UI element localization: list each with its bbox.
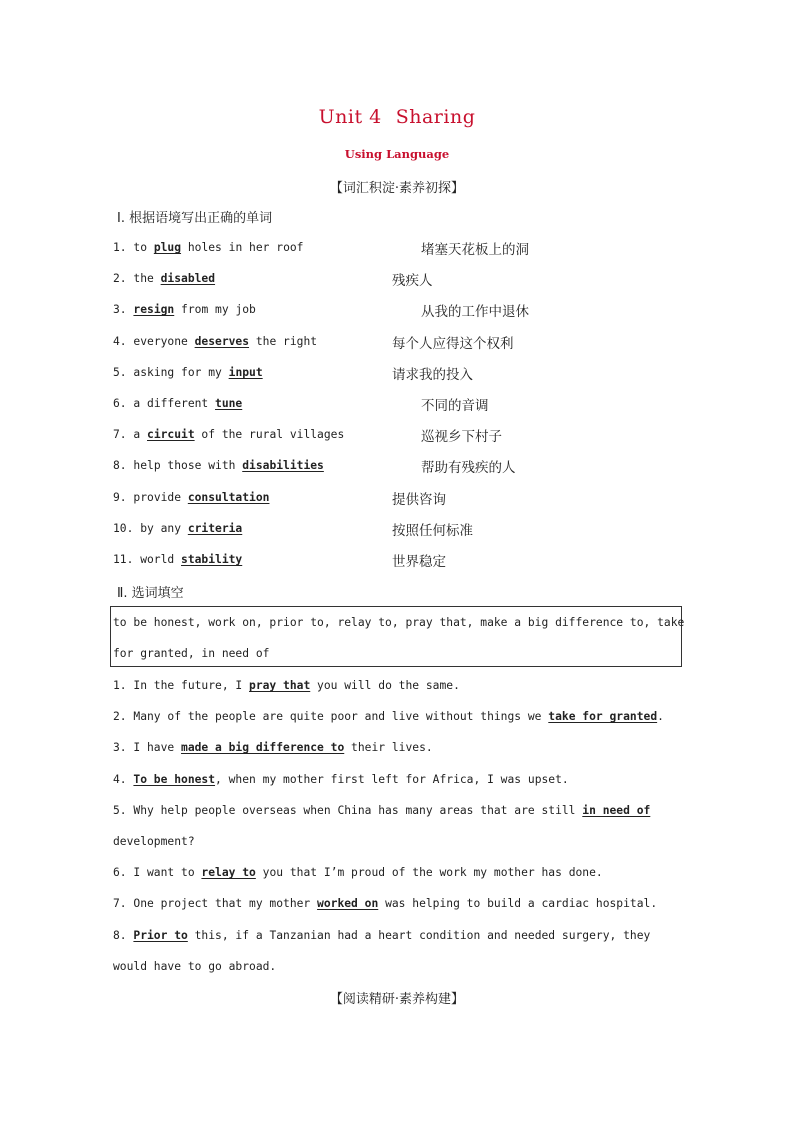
vocab-item-3: 3. resign from my job <box>113 303 256 316</box>
answer: take for granted <box>548 710 658 723</box>
fill-item-8: 8. Prior to this, if a Tanzanian had a heart condition and needed surgery, they <box>113 929 651 942</box>
fill-item-5: 5. Why help people overseas when China has many areas that are still in need of <box>113 804 651 817</box>
answer: tune <box>215 397 243 410</box>
fill-item-2: 2. Many of the people are quite poor and live without things we take for granted. <box>113 710 664 723</box>
vocab-item-1: 1. to plug holes in her roof <box>113 241 304 254</box>
answer: resign <box>133 303 175 316</box>
answer: To be honest <box>133 773 216 786</box>
section-banner-vocabulary: 【词汇积淀·素养初探】 <box>329 181 465 196</box>
answer: relay to <box>201 866 256 879</box>
vocab-item-5: 5. asking for my input <box>113 366 263 379</box>
vocab-item-4: 4. everyone deserves the right <box>113 335 318 348</box>
answer: in need of <box>582 804 651 817</box>
answer: pray that <box>249 679 311 692</box>
page-subtitle: Using Language <box>344 147 450 161</box>
vocab-item-7: 7. a circuit of the rural villages <box>113 428 345 441</box>
answer: Prior to <box>133 929 188 942</box>
answer: made a big difference to <box>181 741 345 754</box>
answer: worked on <box>317 897 379 910</box>
section1-heading: Ⅰ. 根据语境写出正确的单词 <box>117 211 273 226</box>
answer: deserves <box>194 335 250 348</box>
answer: disabled <box>160 272 216 285</box>
vocab-translation-7: 巡视乡下村子 <box>421 429 502 445</box>
fill-item-4: 4. To be honest, when my mother first left for Africa, I was upset. <box>113 773 569 786</box>
vocab-item-2: 2. the disabled <box>113 272 216 285</box>
fill-item-6: 6. I want to relay to you that I’m proud of the work my mother has done. <box>113 866 603 879</box>
fill-item-5-continued: development? <box>113 835 195 848</box>
vocab-translation-3: 从我的工作中退休 <box>421 304 529 320</box>
section2-heading: Ⅱ. 选词填空 <box>117 586 184 601</box>
answer: consultation <box>187 491 270 504</box>
fill-item-1: 1. In the future, I pray that you will do the same. <box>113 679 460 692</box>
answer: input <box>228 366 263 379</box>
vocab-item-11: 11. world stability <box>113 553 243 566</box>
unit-topic: Sharing <box>395 106 476 128</box>
vocab-item-8: 8. help those with disabilities <box>113 459 324 472</box>
vocab-translation-5: 请求我的投入 <box>392 367 473 383</box>
page-title <box>0 106 794 128</box>
vocab-item-9: 9. provide consultation <box>113 491 270 504</box>
fill-item-3: 3. I have made a big difference to their lives. <box>113 741 433 754</box>
fill-item-7: 7. One project that my mother worked on was helping to build a cardiac hospital. <box>113 897 658 910</box>
word-bank-line-2: for granted, in need of <box>113 647 270 660</box>
answer: circuit <box>147 428 195 441</box>
fill-item-8-continued: would have to go abroad. <box>113 960 277 973</box>
word-bank-line-1: to be honest, work on, prior to, relay to, pray that, make a big difference to, take <box>113 616 685 629</box>
vocab-item-6: 6. a different tune <box>113 397 243 410</box>
section-banner-reading: 【阅读精研·素养构建】 <box>329 992 465 1007</box>
unit-label: Unit 4 <box>318 106 382 128</box>
vocab-translation-11: 世界稳定 <box>392 554 446 570</box>
vocab-translation-9: 提供咨询 <box>392 492 446 508</box>
vocab-translation-10: 按照任何标准 <box>392 523 473 539</box>
answer: plug <box>153 241 182 254</box>
vocab-translation-8: 帮助有残疾的人 <box>421 460 516 476</box>
vocab-translation-4: 每个人应得这个权利 <box>392 336 514 352</box>
vocab-translation-1: 堵塞天花板上的洞 <box>421 242 529 258</box>
vocab-translation-2: 残疾人 <box>392 273 433 289</box>
vocab-translation-6: 不同的音调 <box>421 398 489 414</box>
answer: stability <box>181 553 243 566</box>
answer: disabilities <box>242 459 324 472</box>
vocab-item-10: 10. by any criteria <box>113 522 243 535</box>
answer: criteria <box>187 522 243 535</box>
